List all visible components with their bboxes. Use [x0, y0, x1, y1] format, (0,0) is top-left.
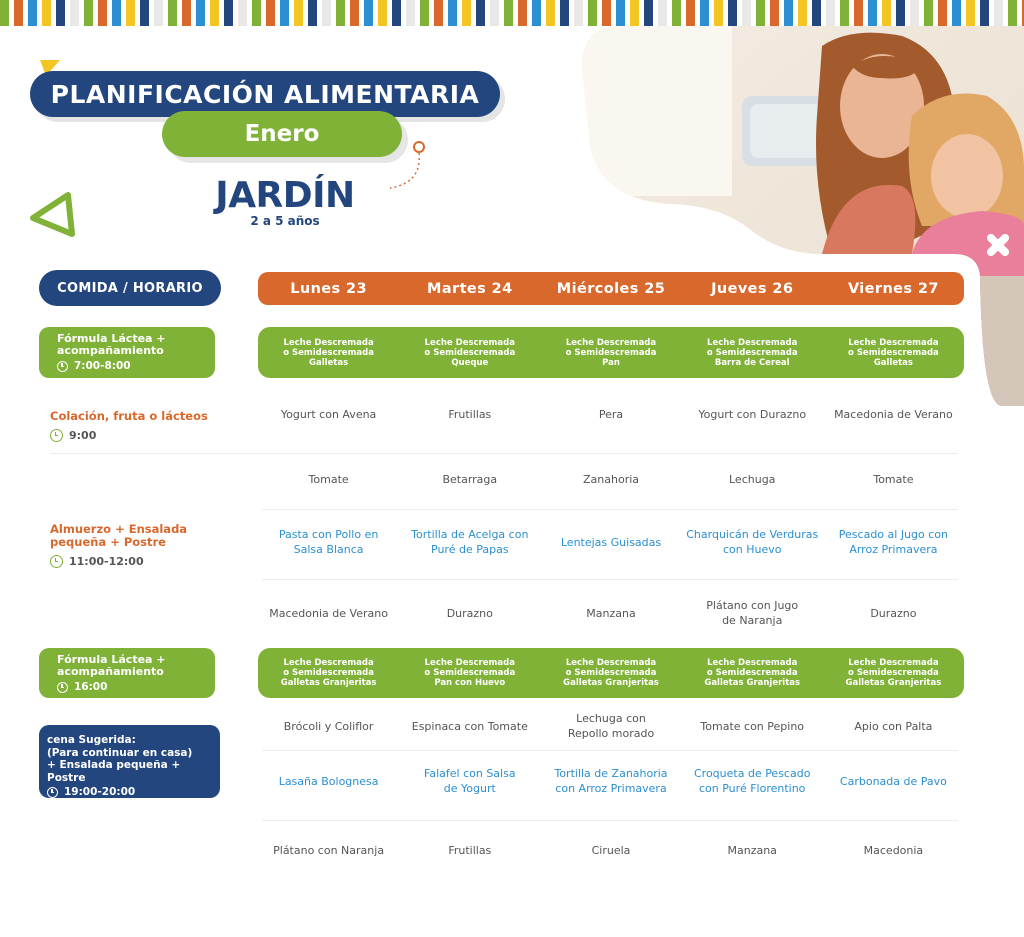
- meal-label-text: + Ensalada pequeña + Postre: [47, 759, 181, 784]
- menu-item-line: Galletas Granjeritas: [704, 678, 801, 688]
- menu-cell-content: [424, 766, 516, 796]
- menu-cell-content: [846, 658, 942, 688]
- menu-item-line: con Arroz Primavera: [555, 782, 667, 795]
- green-triangle-icon: [28, 190, 76, 240]
- menu-cell: [399, 593, 540, 633]
- menu-item-line: Tomate: [308, 472, 349, 486]
- menu-item-line: Yogurt con Durazno: [698, 407, 807, 421]
- menu-cell: [258, 648, 399, 698]
- stripe-segment: [154, 0, 163, 26]
- menu-cell-content: [566, 338, 657, 368]
- row-divider: [262, 750, 958, 751]
- menu-item-line: Yogurt con Avena: [280, 407, 377, 421]
- stripe-segment: [336, 0, 345, 26]
- stripe-segment: [588, 0, 597, 26]
- row-divider: [262, 579, 958, 580]
- menu-item-line: Leche Descremada: [707, 658, 798, 668]
- menu-item-line: Lechuga: [729, 472, 776, 486]
- meal-time: 9:00: [69, 429, 97, 442]
- stripe-segment: [1008, 0, 1017, 26]
- menu-item-line: Salsa Blanca: [293, 543, 364, 556]
- menu-item-line: Brócoli y Coliflor: [283, 719, 374, 733]
- menu-cell-content: [686, 527, 818, 557]
- menu-item-line: Betarraga: [442, 472, 498, 486]
- row-divider: [262, 509, 958, 510]
- menu-cell-content: [586, 606, 635, 621]
- menu-cell-content: [269, 606, 388, 621]
- menu-item-line: Macedonia: [863, 843, 924, 857]
- menu-cell-content: [729, 472, 775, 487]
- menu-item-line: Plátano con Naranja: [273, 843, 385, 857]
- menu-cell-content: [840, 774, 947, 789]
- menu-item-line: Pera: [598, 407, 624, 421]
- stripe-segment: [42, 0, 51, 26]
- menu-cell: [399, 462, 540, 496]
- stripe-segment: [280, 0, 289, 26]
- day-header: Martes 24: [427, 280, 513, 297]
- stripe-segment: [798, 0, 807, 26]
- meal-label-text: cena Sugerida:: [47, 734, 136, 746]
- stripe-segment: [658, 0, 667, 26]
- stripe-segment: [854, 0, 863, 26]
- meal-label-text: Almuerzo + Ensalada: [50, 522, 188, 536]
- stripe-segment: [602, 0, 611, 26]
- menu-item-line: o Semidescremada: [706, 668, 798, 678]
- menu-cell-content: [568, 711, 654, 741]
- stripe-segment: [742, 0, 751, 26]
- stripe-segment: [378, 0, 387, 26]
- menu-cell-content: [284, 719, 374, 734]
- stripe-segment: [644, 0, 653, 26]
- menu-item-line: o Semidescremada: [848, 668, 939, 678]
- stripe-segment: [476, 0, 485, 26]
- menu-cell: [823, 706, 964, 746]
- menu-cell: [399, 706, 540, 746]
- stripe-segment: [210, 0, 219, 26]
- menu-item-line: Galletas: [309, 357, 349, 368]
- meal-label-text: acompañamiento: [57, 344, 164, 357]
- stripe-segment: [896, 0, 905, 26]
- menu-cell: [399, 759, 540, 803]
- menu-item-line: Durazno: [870, 606, 917, 620]
- menu-item-line: Charquicán de Verduras: [686, 528, 819, 541]
- menu-item-line: Manzana: [586, 606, 636, 620]
- page-title: PLANIFICACIÓN ALIMENTARIA: [30, 71, 500, 117]
- menu-cell: [682, 462, 823, 496]
- menu-cell-content: [411, 527, 528, 557]
- meal-label-colacion: [50, 410, 208, 442]
- menu-cell-content: [283, 338, 374, 368]
- menu-cell-content: [698, 407, 806, 422]
- stripe-segment: [868, 0, 877, 26]
- meal-label-text: (Para continuar en casa): [47, 746, 193, 759]
- menu-cell: [399, 327, 540, 378]
- menu-cell-content: [707, 338, 798, 368]
- stripe-segment: [812, 0, 821, 26]
- row-formula-pm: [258, 648, 964, 698]
- menu-item-line: Puré de Papas: [431, 543, 509, 556]
- menu-item-line: Leche Descremada: [707, 337, 798, 348]
- stripe-segment: [56, 0, 65, 26]
- menu-item-line: Tortilla de Acelga con: [411, 528, 529, 541]
- menu-cell: [682, 833, 823, 867]
- clock-icon: [50, 429, 63, 442]
- menu-cell-content: [848, 338, 939, 368]
- menu-cell: [823, 593, 964, 633]
- row-colacion: [258, 397, 964, 431]
- menu-item-line: Arroz Primavera: [849, 543, 938, 556]
- meal-time: 16:00: [74, 681, 108, 693]
- menu-item-line: Leche Descremada: [565, 658, 657, 668]
- clock-icon: [50, 555, 63, 568]
- menu-item-line: Lechuga con: [576, 712, 646, 725]
- stripe-segment: [350, 0, 359, 26]
- menu-item-line: Pasta con Pollo en: [278, 528, 379, 541]
- meal-time: 19:00-20:00: [64, 786, 136, 798]
- menu-item-line: o Semidescremada: [283, 347, 374, 358]
- menu-cell: [540, 833, 681, 867]
- menu-cell: [682, 706, 823, 746]
- menu-item-line: o Semidescremada: [706, 347, 798, 358]
- stripe-segment: [504, 0, 513, 26]
- row-formula-am: [258, 327, 964, 378]
- menu-cell-content: [279, 527, 378, 557]
- menu-item-line: con Huevo: [722, 543, 782, 556]
- menu-cell: [258, 593, 399, 633]
- stripe-segment: [574, 0, 583, 26]
- menu-item-line: Galletas Granjeritas: [280, 678, 377, 688]
- menu-item-line: Frutillas: [448, 407, 492, 421]
- menu-item-line: o Semidescremada: [565, 668, 657, 678]
- menu-item-line: Leche Descremada: [848, 337, 939, 348]
- stripe-segment: [490, 0, 499, 26]
- menu-item-line: Macedonia de Verano: [269, 606, 388, 620]
- stripe-segment: [728, 0, 737, 26]
- menu-item-line: Macedonia de Verano: [834, 407, 953, 421]
- menu-cell: [540, 327, 681, 378]
- menu-item-line: o Semidescremada: [565, 347, 657, 358]
- menu-cell: [682, 759, 823, 803]
- menu-item-line: Carbonada de Pavo: [839, 774, 947, 788]
- meal-label-text: Colación, fruta o lácteos: [50, 409, 208, 423]
- stripe-segment: [756, 0, 765, 26]
- month-label: Enero: [162, 111, 402, 157]
- menu-cell: [823, 327, 964, 378]
- menu-item-line: Pan con Huevo: [434, 678, 506, 688]
- day-header: Jueves 26: [711, 280, 794, 297]
- menu-cell-content: [424, 338, 515, 368]
- stripe-segment: [140, 0, 149, 26]
- menu-item-line: Manzana: [727, 843, 777, 857]
- stripe-segment: [14, 0, 23, 26]
- stripe-segment: [364, 0, 373, 26]
- menu-cell: [258, 397, 399, 431]
- stripe-segment: [630, 0, 639, 26]
- menu-cell-content: [424, 658, 515, 688]
- menu-item-line: Galletas: [873, 357, 913, 368]
- stripe-segment: [238, 0, 247, 26]
- level-title: JARDÍN: [215, 175, 355, 216]
- stripe-segment: [980, 0, 989, 26]
- menu-item-line: Lentejas Guisadas: [560, 535, 662, 549]
- menu-item-line: Apio con Palta: [854, 719, 933, 733]
- menu-cell: [682, 593, 823, 633]
- day-header: Lunes 23: [290, 280, 367, 297]
- menu-cell: [540, 648, 681, 698]
- stripe-segment: [224, 0, 233, 26]
- menu-item-line: Galletas Granjeritas: [845, 678, 942, 688]
- stripe-segment: [672, 0, 681, 26]
- menu-cell-content: [442, 472, 497, 487]
- menu-item-line: de Yogurt: [443, 782, 496, 795]
- menu-cell-content: [281, 407, 376, 422]
- menu-cell: [823, 648, 964, 698]
- stripe-segment: [196, 0, 205, 26]
- menu-item-line: o Semidescremada: [424, 668, 516, 678]
- stripe-segment: [616, 0, 625, 26]
- menu-cell-content: [412, 719, 528, 734]
- menu-cell-content: [448, 407, 491, 422]
- menu-cell-content: [834, 407, 953, 422]
- meal-time: 7:00-8:00: [74, 360, 131, 372]
- menu-cell: [540, 759, 681, 803]
- menu-cell: [540, 462, 681, 496]
- stripe-segment: [952, 0, 961, 26]
- menu-cell-content: [592, 843, 631, 858]
- row-cena: [258, 759, 964, 803]
- stripe-segment: [322, 0, 331, 26]
- menu-cell: [540, 522, 681, 562]
- meal-label-text: Fórmula Láctea +: [57, 332, 166, 345]
- menu-cell: [823, 462, 964, 496]
- stripe-segment: [434, 0, 443, 26]
- menu-cell-content: [839, 527, 948, 557]
- clock-icon: [57, 361, 68, 372]
- menu-cell: [540, 397, 681, 431]
- menu-item-line: Repollo morado: [567, 727, 655, 740]
- stripe-segment: [560, 0, 569, 26]
- menu-item-line: Durazno: [446, 606, 493, 620]
- stripe-segment: [392, 0, 401, 26]
- menu-item-line: Leche Descremada: [424, 658, 515, 668]
- row-almuerzo: [258, 522, 964, 562]
- menu-cell: [258, 462, 399, 496]
- meal-time: 11:00-12:00: [69, 555, 144, 568]
- menu-cell: [823, 397, 964, 431]
- menu-cell-content: [873, 472, 913, 487]
- meal-label-text: acompañamiento: [57, 665, 164, 678]
- stripe-segment: [0, 0, 9, 26]
- stripe-segment: [700, 0, 709, 26]
- menu-cell-content: [273, 843, 384, 858]
- menu-item-line: Queque: [451, 357, 489, 368]
- menu-cell-content: [448, 843, 491, 858]
- menu-item-line: Tomate con Pepino: [700, 719, 805, 733]
- stripe-segment: [462, 0, 471, 26]
- stripe-segment: [266, 0, 275, 26]
- stripe-segment: [308, 0, 317, 26]
- menu-cell-content: [727, 843, 776, 858]
- menu-item-line: Leche Descremada: [848, 658, 939, 668]
- menu-cell-content: [554, 766, 667, 796]
- row-divider: [262, 820, 958, 821]
- stripe-segment: [840, 0, 849, 26]
- menu-item-line: Pan: [602, 357, 620, 368]
- menu-item-line: Tomate: [873, 472, 914, 486]
- stripe-segment: [252, 0, 261, 26]
- menu-item-line: Leche Descremada: [565, 337, 657, 348]
- menu-cell-content: [281, 658, 377, 688]
- menu-cell-content: [854, 719, 932, 734]
- menu-item-line: o Semidescremada: [283, 668, 374, 678]
- stripe-segment: [686, 0, 695, 26]
- row-postre: [258, 593, 964, 633]
- stripe-segment: [910, 0, 919, 26]
- stripe-segment: [84, 0, 93, 26]
- menu-cell: [540, 593, 681, 633]
- stripe-segment: [112, 0, 121, 26]
- stripe-segment: [938, 0, 947, 26]
- menu-item-line: Leche Descremada: [283, 337, 374, 348]
- menu-item-line: Galletas Granjeritas: [563, 678, 659, 688]
- menu-cell: [540, 706, 681, 746]
- row-divider: [50, 453, 958, 454]
- menu-cell-content: [599, 407, 623, 422]
- menu-cell: [258, 522, 399, 562]
- stripe-segment: [98, 0, 107, 26]
- stripe-segment: [882, 0, 891, 26]
- stripe-segment: [784, 0, 793, 26]
- stripe-segment: [994, 0, 1003, 26]
- meal-label-formula-pm: [39, 648, 215, 698]
- menu-item-line: Leche Descremada: [424, 337, 515, 348]
- menu-cell: [682, 522, 823, 562]
- menu-cell: [682, 648, 823, 698]
- menu-item-line: Barra de Cereal: [714, 357, 790, 368]
- menu-cell: [258, 759, 399, 803]
- menu-cell-content: [704, 658, 800, 688]
- clock-icon: [47, 787, 58, 798]
- meal-label-text: pequeña + Postre: [50, 535, 166, 549]
- menu-cell-content: [694, 766, 810, 796]
- menu-item-line: con Puré Florentino: [699, 782, 806, 795]
- menu-cell: [399, 397, 540, 431]
- menu-item-line: o Semidescremada: [424, 347, 516, 358]
- meal-label-text: Fórmula Láctea +: [57, 653, 166, 666]
- stripe-segment: [126, 0, 135, 26]
- day-header: Viernes 27: [847, 280, 939, 297]
- menu-cell: [399, 648, 540, 698]
- menu-cell: [823, 759, 964, 803]
- day-header: Miércoles 25: [556, 280, 666, 297]
- menu-item-line: Croqueta de Pescado: [693, 767, 811, 780]
- menu-cell-content: [309, 472, 349, 487]
- menu-cell-content: [870, 606, 916, 621]
- stripe-segment: [518, 0, 527, 26]
- menu-cell: [258, 833, 399, 867]
- stripe-segment: [168, 0, 177, 26]
- menu-item-line: Ciruela: [591, 843, 631, 857]
- menu-item-line: Frutillas: [448, 843, 492, 857]
- menu-cell-content: [447, 606, 493, 621]
- menu-item-line: o Semidescremada: [848, 347, 939, 358]
- stripe-segment: [294, 0, 303, 26]
- top-color-stripe: [0, 0, 1024, 26]
- meal-label-cena: [39, 725, 220, 798]
- row-cena-postre: [258, 833, 964, 867]
- menu-cell: [823, 833, 964, 867]
- menu-item-line: Falafel con Salsa: [424, 767, 516, 780]
- stripe-segment: [448, 0, 457, 26]
- menu-cell: [823, 522, 964, 562]
- menu-item-line: Lasaña Bolognesa: [278, 774, 379, 788]
- menu-item-line: de Naranja: [722, 614, 783, 627]
- menu-item-line: Leche Descremada: [283, 658, 374, 668]
- menu-cell-content: [583, 472, 639, 487]
- menu-item-line: Plátano con Jugo: [706, 599, 799, 612]
- menu-cell-content: [563, 658, 659, 688]
- stripe-segment: [546, 0, 555, 26]
- row-cena-ensalada: [258, 706, 964, 746]
- stripe-segment: [924, 0, 933, 26]
- menu-cell: [258, 706, 399, 746]
- menu-cell-content: [561, 535, 661, 550]
- menu-cell: [399, 522, 540, 562]
- menu-item-line: Tortilla de Zanahoria: [554, 767, 668, 780]
- menu-cell: [399, 833, 540, 867]
- menu-cell: [682, 397, 823, 431]
- menu-item-line: Zanahoria: [583, 472, 640, 486]
- row-ensalada: [258, 462, 964, 496]
- menu-item-line: Espinaca con Tomate: [411, 719, 528, 733]
- menu-cell-content: [279, 774, 379, 789]
- meal-label-almuerzo: [50, 523, 187, 568]
- menu-cell-content: [864, 843, 924, 858]
- meal-schedule-header: COMIDA / HORARIO: [39, 270, 221, 306]
- stripe-segment: [826, 0, 835, 26]
- menu-cell: [258, 327, 399, 378]
- stripe-segment: [70, 0, 79, 26]
- stripe-segment: [28, 0, 37, 26]
- stripe-segment: [420, 0, 429, 26]
- menu-cell-content: [706, 598, 798, 628]
- stripe-segment: [182, 0, 191, 26]
- menu-cell: [682, 327, 823, 378]
- stripe-segment: [406, 0, 415, 26]
- clock-icon: [57, 682, 68, 693]
- stripe-segment: [770, 0, 779, 26]
- stripe-segment: [714, 0, 723, 26]
- menu-item-line: Pescado al Jugo con: [838, 528, 949, 541]
- stripe-segment: [966, 0, 975, 26]
- days-header: [258, 272, 964, 305]
- menu-cell-content: [700, 719, 804, 734]
- stripe-segment: [532, 0, 541, 26]
- meal-label-formula-am: [39, 327, 215, 378]
- age-range: 2 a 5 años: [250, 214, 320, 228]
